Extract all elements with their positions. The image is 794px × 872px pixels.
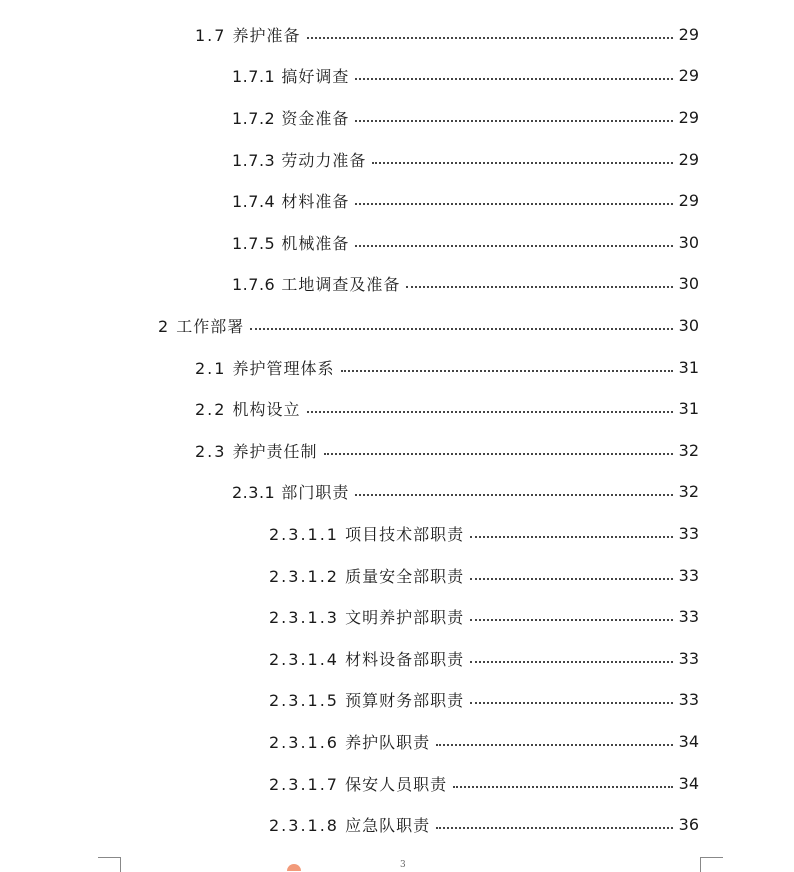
toc-entry-1-7-4[interactable] [0, 186, 794, 214]
toc-entry-title [195, 439, 318, 462]
toc-dot-leader [470, 578, 673, 580]
toc-entry-number: 2.3.1.2 [269, 566, 339, 586]
toc-entry-number: 1.7.3 [232, 150, 276, 170]
toc-entry-title [269, 522, 464, 545]
toc-entry-2-2[interactable] [0, 394, 794, 422]
toc-entry-title [232, 189, 349, 212]
toc-page-number: 32 [678, 481, 699, 501]
toc-page-number: 29 [678, 190, 699, 210]
toc-dot-leader [307, 411, 673, 413]
toc-entry-text: 劳动力准备 [281, 150, 367, 170]
toc-entry-text: 材料准备 [281, 191, 350, 211]
toc-page-number: 30 [678, 232, 699, 252]
toc-entry-title [269, 647, 464, 670]
toc-entry-2-1[interactable] [0, 353, 794, 381]
toc-dot-leader [436, 744, 673, 746]
toc-page-number: 33 [678, 648, 699, 668]
toc-entry-number: 1.7.6 [232, 274, 276, 294]
toc-entry-text: 材料设备部职责 [345, 649, 465, 669]
toc-entry-text: 项目技术部职责 [345, 524, 465, 544]
toc-dot-leader [355, 120, 673, 122]
toc-dot-leader [372, 162, 673, 164]
toc-entry-text: 机构设立 [232, 399, 301, 419]
toc-entry-number: 2.1 [195, 358, 227, 378]
toc-page-number: 34 [678, 773, 699, 793]
toc-entry-1-7-3[interactable] [0, 145, 794, 173]
toc-entry-title [195, 356, 335, 379]
toc-entry-2-3-1[interactable] [0, 477, 794, 505]
toc-entry-1-7-1[interactable] [0, 61, 794, 89]
toc-entry-number: 1.7.5 [232, 233, 276, 253]
toc-entry-2-3-1-6[interactable] [0, 727, 794, 755]
toc-entry-text: 文明养护部职责 [345, 607, 465, 627]
toc-entry-title [158, 314, 244, 337]
toc-entry-text: 预算财务部职责 [345, 690, 465, 710]
toc-entry-text: 部门职责 [281, 482, 350, 502]
toc-entry-number: 1.7 [195, 25, 227, 45]
toc-entry-number: 2 [158, 316, 171, 336]
toc-entry-title [269, 813, 430, 836]
toc-page-number: 33 [678, 689, 699, 709]
toc-page-number: 32 [678, 440, 699, 460]
toc-entry-number: 2.3.1.4 [269, 649, 339, 669]
toc-entry-number: 1.7.2 [232, 108, 276, 128]
toc-entry-title [269, 772, 447, 795]
toc-entry-text: 养护队职责 [345, 732, 431, 752]
toc-entry-number: 2.2 [195, 399, 227, 419]
toc-entry-number: 2.3.1.7 [269, 774, 339, 794]
toc-entry-text: 工作部署 [176, 316, 245, 336]
toc-entry-title [269, 730, 430, 753]
toc-entry-number: 2.3.1 [232, 482, 276, 502]
toc-page-number: 36 [678, 814, 699, 834]
toc-entry-text: 保安人员职责 [345, 774, 448, 794]
toc-entry-title [232, 148, 366, 171]
toc-entry-text: 质量安全部职责 [345, 566, 465, 586]
toc-dot-leader [436, 827, 673, 829]
toc-entry-1-7-6[interactable] [0, 269, 794, 297]
toc-dot-leader [453, 786, 673, 788]
toc-page-number: 34 [678, 731, 699, 751]
toc-entry-number: 2.3 [195, 441, 227, 461]
toc-dot-leader [470, 536, 673, 538]
toc-entry-1-7[interactable] [0, 20, 794, 48]
page-corner-mark-left [98, 857, 121, 872]
toc-entry-title [232, 480, 349, 503]
toc-dot-leader [307, 37, 673, 39]
toc-dot-leader [341, 370, 673, 372]
toc-entry-title [195, 23, 301, 46]
toc-entry-number: 2.3.1.3 [269, 607, 339, 627]
toc-entry-title [232, 64, 349, 87]
toc-entry-2-3-1-4[interactable] [0, 644, 794, 672]
toc-entry-title [232, 231, 349, 254]
toc-page-number: 33 [678, 523, 699, 543]
toc-entry-text: 工地调查及准备 [281, 274, 401, 294]
toc-entry-2-3-1-8[interactable] [0, 810, 794, 838]
toc-dot-leader [355, 78, 673, 80]
toc-page-number: 33 [678, 606, 699, 626]
toc-entry-2-3-1-1[interactable] [0, 519, 794, 547]
toc-dot-leader [324, 453, 673, 455]
toc-page-number: 29 [678, 107, 699, 127]
toc-dot-leader [406, 286, 673, 288]
toc-page-number: 33 [678, 565, 699, 585]
toc-entry-text: 应急队职责 [345, 815, 431, 835]
toc-page-number: 30 [678, 273, 699, 293]
toc-page-number: 29 [678, 24, 699, 44]
toc-entry-text: 资金准备 [281, 108, 350, 128]
toc-entry-1-7-2[interactable] [0, 103, 794, 131]
toc-entry-2-3-1-3[interactable] [0, 602, 794, 630]
toc-entry-title [232, 106, 349, 129]
toc-entry-title [269, 605, 464, 628]
toc-entry-2[interactable] [0, 311, 794, 339]
toc-page-number: 29 [678, 65, 699, 85]
toc-entry-2-3-1-2[interactable] [0, 561, 794, 589]
toc-dot-leader [355, 203, 673, 205]
footer-decoration [287, 864, 301, 871]
toc-entry-number: 2.3.1.5 [269, 690, 339, 710]
toc-dot-leader [470, 661, 673, 663]
toc-entry-number: 1.7.4 [232, 191, 276, 211]
toc-dot-leader [355, 494, 673, 496]
toc-entry-number: 2.3.1.6 [269, 732, 339, 752]
toc-entry-2-3-1-5[interactable] [0, 685, 794, 713]
toc-entry-1-7-5[interactable] [0, 228, 794, 256]
page-corner-mark-right [700, 857, 723, 872]
toc-entry-text: 养护管理体系 [232, 358, 335, 378]
toc-entry-number: 2.3.1.8 [269, 815, 339, 835]
toc-entry-title [195, 397, 301, 420]
footer-page-number: 3 [400, 860, 406, 870]
toc-entry-number: 2.3.1.1 [269, 524, 339, 544]
toc-entry-text: 机械准备 [281, 233, 350, 253]
toc-entry-2-3[interactable] [0, 436, 794, 464]
toc-page-number: 31 [678, 398, 699, 418]
toc-entry-number: 1.7.1 [232, 66, 276, 86]
toc-entry-text: 养护责任制 [232, 441, 318, 461]
toc-entry-text: 搞好调查 [281, 66, 350, 86]
toc-dot-leader [470, 702, 673, 704]
toc-entry-text: 养护准备 [232, 25, 301, 45]
toc-page-number: 31 [678, 357, 699, 377]
toc-entry-2-3-1-7[interactable] [0, 769, 794, 797]
toc-dot-leader [355, 245, 673, 247]
toc-dot-leader [470, 619, 673, 621]
toc-dot-leader [250, 328, 673, 330]
toc-page-number: 29 [678, 149, 699, 169]
toc-page-number: 30 [678, 315, 699, 335]
toc-entry-title [269, 688, 464, 711]
toc-entry-title [232, 272, 400, 295]
toc-entry-title [269, 564, 464, 587]
